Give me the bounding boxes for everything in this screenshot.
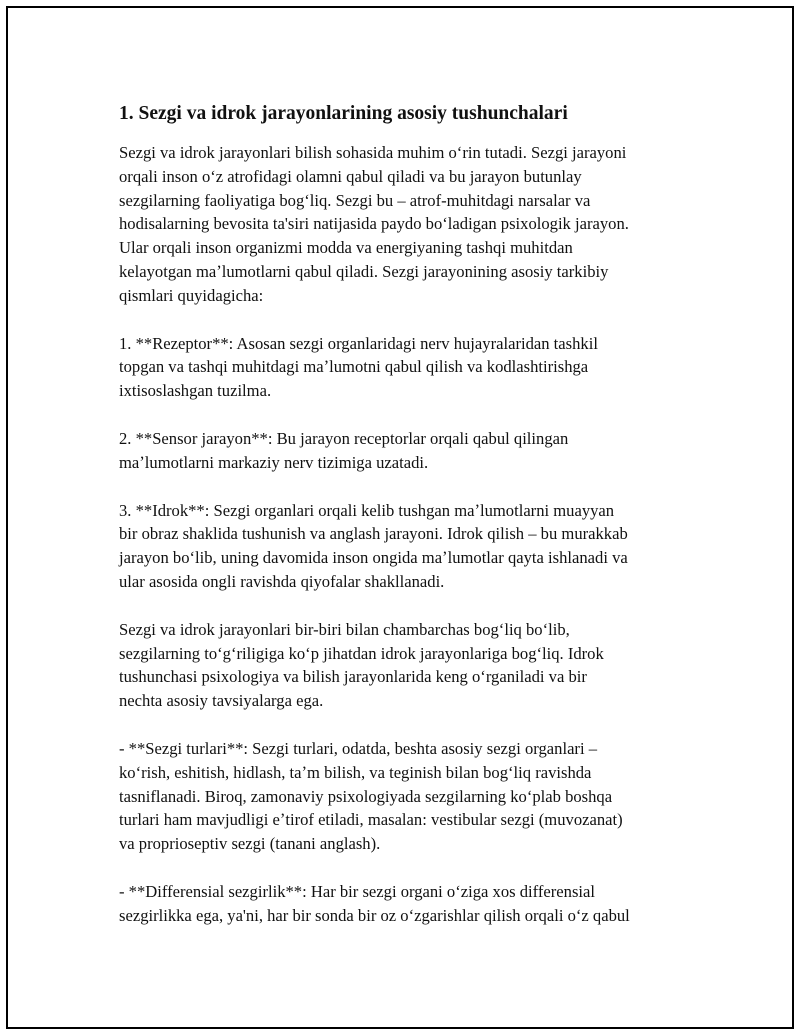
text-line: sezgilarning faoliyatiga bogʻliq. Sezgi bu – atrof-muhitdagi narsalar va bbox=[119, 190, 591, 210]
text-line: jarayon boʻlib, uning davomida inson ongida maʼlumotlar qayta ishlanadi va bbox=[119, 548, 628, 568]
text-line: hodisalarning bevosita ta'siri natijasida paydo boʻladigan psixologik jarayon. bbox=[119, 214, 629, 234]
text-line: koʻrish, eshitish, hidlash, taʼm bilish, va teginish bilan bogʻliq ravishda bbox=[119, 762, 592, 782]
text-line: 3. **Idrok**: Sezgi organlari orqali kelib tushgan maʼlumotlarni muayyan bbox=[119, 500, 615, 520]
paragraph-list bbox=[119, 141, 704, 928]
paragraph bbox=[119, 737, 704, 856]
section-heading: 1. Sezgi va idrok jarayonlarining asosiy tushunchalari bbox=[119, 103, 568, 124]
text-line: - **Differensial sezgirlik**: Har bir sezgi organi oʻziga xos differensial bbox=[119, 881, 596, 901]
text-line: tushunchasi psixologiya va bilish jarayonlarida keng oʻrganiladi va bir bbox=[119, 667, 587, 687]
text-line: Ular orqali inson organizmi modda va energiyaning tashqi muhitdan bbox=[119, 238, 573, 258]
text-line: sezgilarning toʻgʻriligiga koʻp jihatdan idrok jarayonlariga bogʻliq. Idrok bbox=[119, 643, 604, 663]
paragraph bbox=[119, 880, 704, 928]
text-line: Sezgi va idrok jarayonlari bilish sohasida muhim oʻrin tutadi. Sezgi jarayoni bbox=[119, 143, 627, 162]
paragraph bbox=[119, 427, 704, 475]
text-line: nechta asosiy tavsiyalarga ega. bbox=[119, 691, 324, 711]
text-line: 1. **Rezeptor**: Asosan sezgi organlaridagi nerv hujayralaridan tashkil bbox=[119, 333, 598, 353]
text-line: qismlari quyidagicha: bbox=[119, 285, 264, 305]
paragraph bbox=[119, 332, 704, 403]
text-line: orqali inson oʻz atrofidagi olamni qabul qiladi va bu jarayon butunlay bbox=[119, 166, 582, 186]
page-frame bbox=[6, 6, 794, 1029]
text-line: - **Sezgi turlari**: Sezgi turlari, odatda, beshta asosiy sezgi organlari – bbox=[119, 738, 598, 758]
text-line: 2. **Sensor jarayon**: Bu jarayon receptorlar orqali qabul qilingan bbox=[119, 428, 569, 448]
text-line: bir obraz shaklida tushunish va anglash jarayoni. Idrok qilish – bu murakkab bbox=[119, 524, 628, 544]
paragraph bbox=[119, 141, 704, 308]
text-line: sezgirlikka ega, ya'ni, har bir sonda bir oz oʻzgarishlar qilish orqali oʻz qabul bbox=[119, 905, 630, 925]
text-line: ixtisoslashgan tuzilma. bbox=[119, 381, 272, 401]
paragraph bbox=[119, 499, 704, 594]
text-line: topgan va tashqi muhitdagi maʼlumotni qabul qilish va kodlashtirishga bbox=[119, 357, 589, 377]
text-line: ular asosida ongli ravishda qiyofalar shakllanadi. bbox=[119, 571, 445, 591]
text-line: Sezgi va idrok jarayonlari bir-biri bilan chambarchas bogʻliq boʻlib, bbox=[119, 619, 570, 639]
document-body bbox=[119, 102, 704, 952]
text-line: kelayotgan maʼlumotlarni qabul qiladi. Sezgi jarayonining asosiy tarkibiy bbox=[119, 261, 609, 281]
text-line: tasniflanadi. Biroq, zamonaviy psixologiyada sezgilarning koʻplab boshqa bbox=[119, 786, 613, 806]
paragraph bbox=[119, 618, 704, 713]
text-line: va proprioseptiv sezgi (tanani anglash). bbox=[119, 834, 381, 854]
text-line: turlari ham mavjudligi eʼtirof etiladi, masalan: vestibular sezgi (muvozanat) bbox=[119, 810, 623, 830]
text-line: maʼlumotlarni markaziy nerv tizimiga uzatadi. bbox=[119, 452, 429, 472]
